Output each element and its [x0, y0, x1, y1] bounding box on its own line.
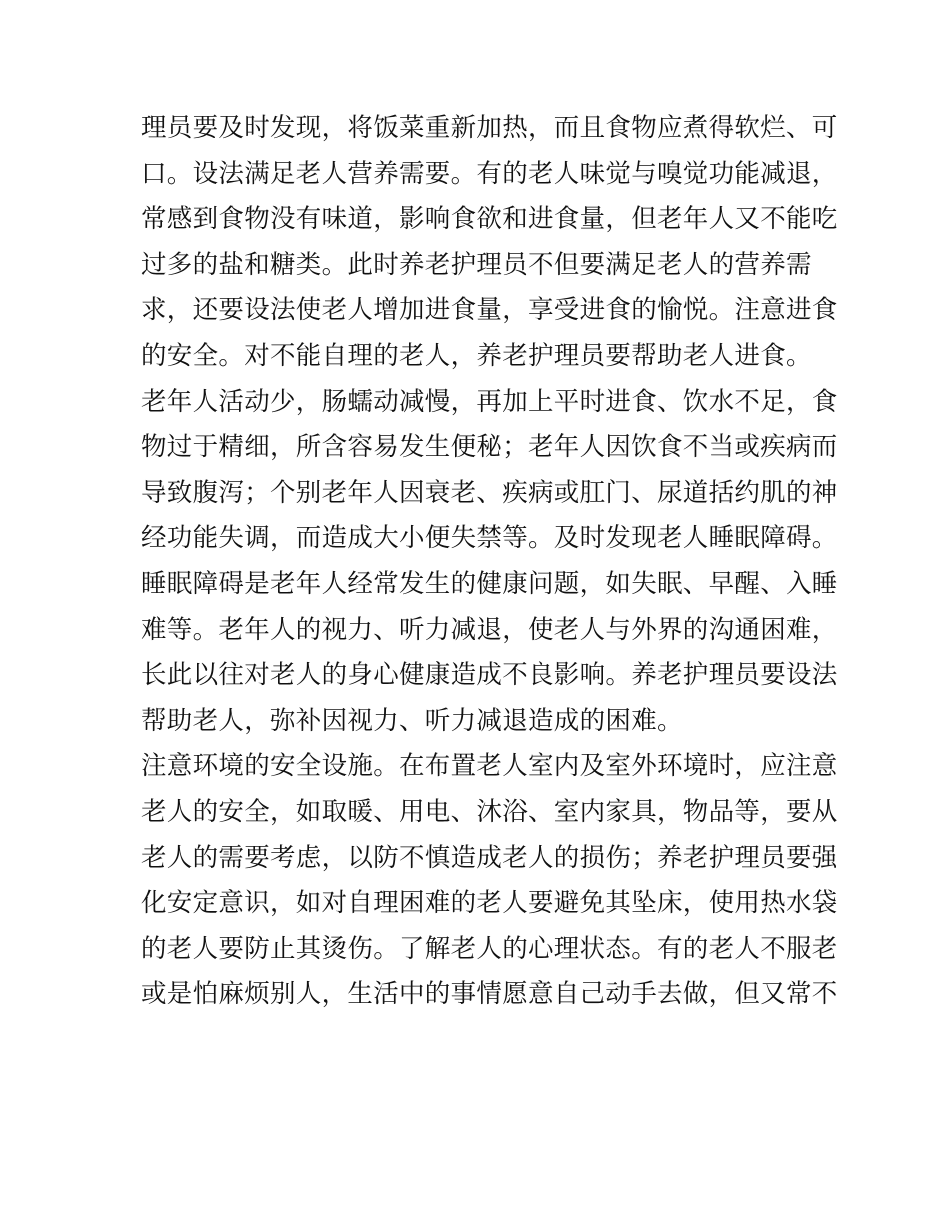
- text-line: 口。设法满足老人营养需要。有的老人味觉与嗅觉功能减退，: [141, 158, 838, 189]
- text-line: 难等。老年人的视力、听力减退，使老人与外界的沟通困难，: [141, 614, 838, 645]
- text-line: 的老人要防止其烫伤。了解老人的心理状态。有的老人不服老: [141, 933, 838, 964]
- text-line: 导致腹泻；个别老年人因衰老、疾病或肛门、尿道括约肌的神: [141, 477, 838, 508]
- text-line: 化安定意识，如对自理困难的老人要避免其坠床，使用热水袋: [141, 888, 838, 919]
- text-line: 常感到食物没有味道，影响食欲和进食量，但老年人又不能吃: [141, 204, 838, 235]
- text-line: 过多的盐和糖类。此时养老护理员不但要满足老人的营养需: [141, 249, 812, 280]
- document-body: [141, 106, 838, 1018]
- text-line: 的安全。对不能自理的老人，养老护理员要帮助老人进食。: [141, 340, 812, 371]
- text-line: 老年人活动少，肠蠕动减慢，再加上平时进食、饮水不足，食: [141, 386, 838, 417]
- text-line: 或是怕麻烦别人，生活中的事情愿意自己动手去做，但又常不: [141, 979, 838, 1010]
- text-line: 睡眠障碍是老年人经常发生的健康问题，如失眠、早醒、入睡: [141, 568, 838, 599]
- text-line: 老人的安全，如取暖、用电、沐浴、室内家具，物品等，要从: [141, 796, 838, 827]
- text-line: 理员要及时发现，将饭菜重新加热，而且食物应煮得软烂、可: [141, 113, 838, 143]
- text-line: 帮助老人，弥补因视力、听力减退造成的困难。: [141, 705, 683, 736]
- text-line: 注意环境的安全设施。在布置老人室内及室外环境时，应注意: [141, 751, 838, 782]
- text-line: 经功能失调，而造成大小便失禁等。及时发现老人睡眠障碍。: [141, 523, 838, 554]
- text-line: 求，还要设法使老人增加进食量，享受进食的愉悦。注意进食: [141, 295, 838, 326]
- text-line: 物过于精细，所含容易发生便秘；老年人因饮食不当或疾病而: [141, 432, 838, 463]
- text-line: 老人的需要考虑，以防不慎造成老人的损伤；养老护理员要强: [141, 842, 838, 873]
- text-line: 长此以往对老人的身心健康造成不良影响。养老护理员要设法: [141, 660, 838, 691]
